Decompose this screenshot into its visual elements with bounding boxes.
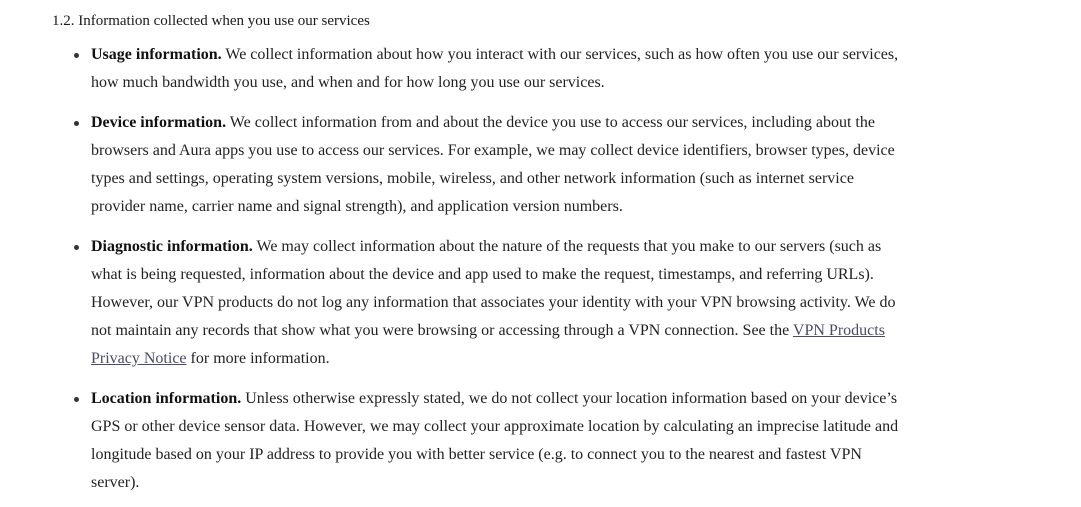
list-item-location-information xyxy=(74,385,954,497)
item-text-line: We collect information from and about the device you use to access our services, including about the xyxy=(226,114,875,131)
bullet-icon xyxy=(74,397,79,402)
item-text-line: what is being requested, information about the device and app used to make the request, timestamps, and referring URLs). xyxy=(91,266,874,283)
list-item-text xyxy=(91,385,954,497)
item-text-line: provider name, carrier name and signal strength), and application version numbers. xyxy=(91,198,623,215)
vpn-products-privacy-notice-link[interactable]: Privacy Notice xyxy=(91,350,187,367)
list-item-device-information xyxy=(74,109,954,221)
item-lead: Usage information. xyxy=(91,46,222,63)
list-item-usage-information xyxy=(74,41,954,97)
item-text-line: GPS or other device sensor data. However, we may collect your approximate location by calculating an imprecise latitude and xyxy=(91,418,899,435)
list-item-text xyxy=(91,41,954,97)
bullet-icon xyxy=(74,53,79,58)
item-text-line: longitude based on your IP address to provide you with better service (e.g. to connect you to the nearest and fastest VPN xyxy=(91,446,862,463)
section-heading: 1.2. Information collected when you use our services xyxy=(52,13,370,29)
item-text-line: We collect information about how you interact with our services, such as how often you use our services, xyxy=(221,46,899,63)
list-item-text xyxy=(91,109,954,221)
item-text-line: browsers and Aura apps you use to access our services. For example, we may collect device identifiers, browser types, device xyxy=(91,142,895,159)
item-text-line: for more information. xyxy=(186,350,330,367)
bullet-icon xyxy=(74,245,79,250)
item-text-line: server). xyxy=(91,474,140,491)
item-text-line: We may collect information about the nature of the requests that you make to our servers (such as xyxy=(252,238,882,255)
vpn-products-privacy-notice-link[interactable]: VPN Products xyxy=(792,322,885,339)
item-lead: Device information. xyxy=(91,114,227,131)
item-lead: Location information. xyxy=(91,390,242,407)
list-item-diagnostic-information xyxy=(74,233,954,373)
bullet-icon xyxy=(74,121,79,126)
item-text-line: how much bandwidth you use, and when and for how long you use our services. xyxy=(91,74,605,91)
item-text-line: types and settings, operating system versions, mobile, wireless, and other network information (such as internet service xyxy=(91,170,854,187)
item-text-line: Unless otherwise expressly stated, we do not collect your location information based on your device’s xyxy=(241,390,898,407)
list-item-text xyxy=(91,233,954,373)
item-text-line: However, our VPN products do not log any information that associates your identity with your VPN browsing activity. We do xyxy=(91,294,896,311)
item-text-line: not maintain any records that show what you were browsing or accessing through a VPN connection. See the xyxy=(91,322,793,339)
item-lead: Diagnostic information. xyxy=(91,238,253,255)
